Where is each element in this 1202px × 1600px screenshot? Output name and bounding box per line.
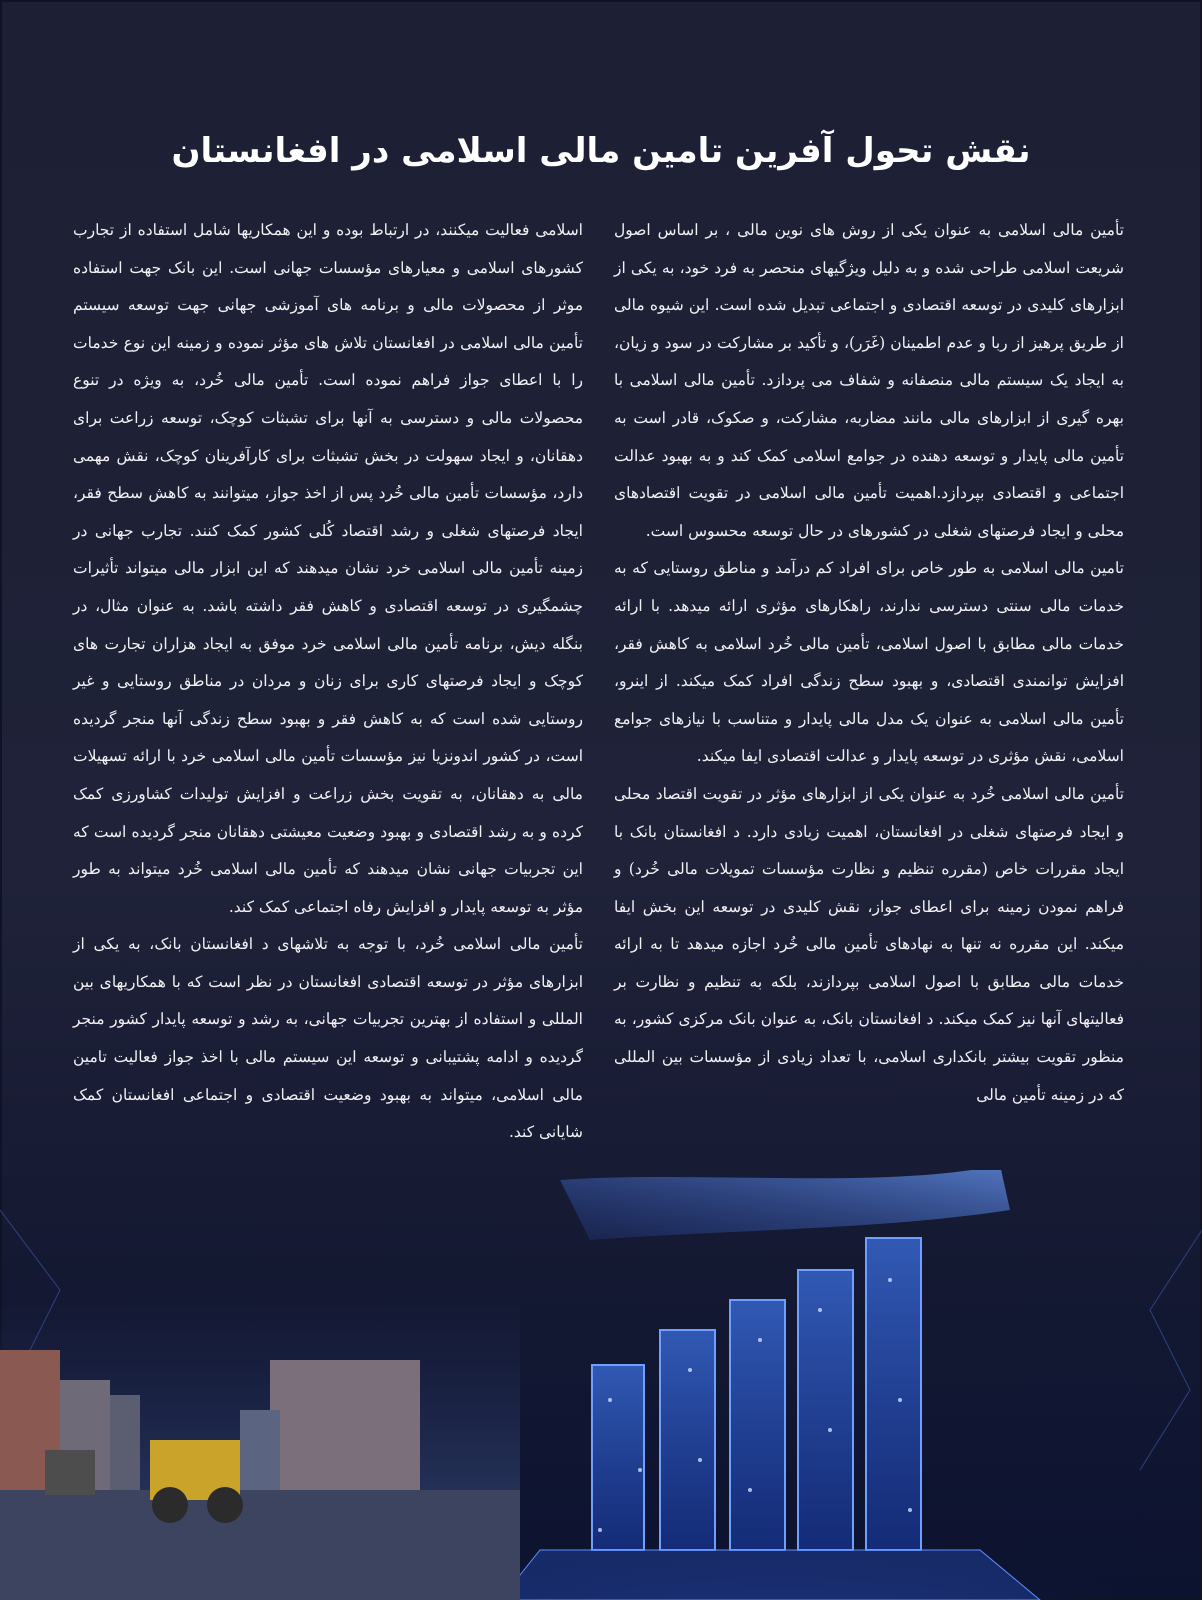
paragraph: تامین مالی اسلامی به طور خاص برای افراد کم درآمد و مناطق روستایی که به خدمات مالی سنتی دسترسی ندارند، راهکارهای مؤثری ارائه میدهد. با ارائه خدمات مالی مطابق با اصول اسلامی، تأمین مالی خُرد اسلامی به کاهش فقر، افزایش توانمندی اقتصادی، و بهبود سطح زندگی افراد کمک میکند. از اینرو، تأمین مالی اسلامی به عنوان یک مدل مالی پایدار و متناسب با نیازهای جوامع اسلامی، نقش مؤثری در توسعه پایدار و عدالت اقتصادی ایفا میکند. <box>614 559 1124 766</box>
paragraph: تأمین مالی اسلامی خُرد، با توجه به تلاشهای د افغانستان بانک، به یکی از ابزارهای مؤثر در توسعه اقتصادی افغانستان در نظر است که با همکاریهای بین المللی و استفاده از بهترین تجربیات جهانی، به رشد و توسعه پایدار کشور منجر گردیده و ادامه پشتیبانی و توسعه این سیستم مالی با اخذ جواز فعالیت تامین مالی اسلامی، میتواند به بهبود وضعیت اقتصادی و اجتماعی افغانستان کمک شایانی کند. <box>73 935 583 1142</box>
paragraph: اسلامی فعالیت میکنند، در ارتباط بوده و این همکاریها شامل استفاده از تجارب کشورهای اسلامی و معیارهای مؤسسات جهانی است. این بانک جهت استفاده موثر از محصولات مالی و برنامه های آموزشی جهانی جهت توسعه سیستم تأمین مالی اسلامی در افغانستان تلاش های مؤثر نموده و زمینه این نوع خدمات را با اعطای جواز فراهم نموده است. تأمین مالی خُرد، به ویژه در تنوع محصولات مالی و دسترسی به آنها برای تشبثات کوچک، توسعه زراعت برای دهقانان، و ایجاد سهولت در بخش تشبثات برای کارآفرینان کوچک، نقش مهمی دارد، مؤسسات تأمین مالی خُرد پس از اخذ جواز، میتوانند به کاهش سطح فقر، ایجاد فرصتهای شغلی و رشد اقتصاد کُلی کشور کمک کنند. تجارب جهانی در زمینه تأمین مالی اسلامی خرد نشان میدهند که این ابزار مالی میتواند تأثیرات چشمگیری در توسعه اقتصادی و کاهش فقر داشته باشد. به عنوان مثال، در بنگله دیش، برنامه تأمین مالی اسلامی خرد موفق به ایجاد هزاران تجارت های کوچک و ایجاد فرصتهای کاری برای زنان و مردان در مناطق روستایی و غیر روستایی شده است که به کاهش فقر و بهبود سطح زندگی آنها منجر گردیده است، در کشور اندونزیا نیز مؤسسات تأمین مالی اسلامی خرد با ارائه تسهیلات مالی به دهقانان، به تقویت بخش زراعت و افزایش تولیدات کشاورزی کمک کرده و به رشد اقتصادی و بهبود وضعیت معیشتی دهقانان منجر گردیده است که این تجربیات جهانی نشان میدهند که تأمین مالی اسلامی خُرد میتواند به طور مؤثر به توسعه پایدار و افزایش رفاه اجتماعی کمک کند. <box>73 221 583 916</box>
paragraph: تأمین مالی اسلامی خُرد به عنوان یکی از ابزارهای مؤثر در تقویت اقتصاد محلی و ایجاد فرصتهای شغلی در افغانستان، اهمیت زیادی دارد. د افغانستان بانک با ایجاد مقررات خاص (مقرره تنظیم و نظارت مؤسسات تمویلات مالی خُرد) و فراهم نمودن زمینه برای اعطای جواز، نقش کلیدی در توسعه این بخش ایفا میکند. این مقرره نه تنها به نهادهای تأمین مالی خُرد اجازه میدهد تا به ارائه خدمات مالی مطابق با اصول اسلامی بپردازند، بلکه به تنظیم و نظارت بر فعالیتهای آنها نیز کمک میکند. د افغانستان بانک، به عنوان بانک مرکزی کشور، به منظور تقویت بیشتر بانکداری اسلامی، با تعداد زیادی از مؤسسات بین المللی که در زمینه تأمین مالی <box>614 784 1124 1104</box>
city-construction-photo <box>0 1300 520 1600</box>
paragraph: تأمین مالی اسلامی به عنوان یکی از روش های نوین مالی ، بر اساس اصول شریعت اسلامی طراحی شده و به دلیل ویژگیهای منحصر به فرد خود، به یکی از ابزارهای کلیدی در توسعه اقتصادی و اجتماعی تبدیل شده است. این شیوه مالی از طریق پرهیز از ربا و عدم اطمینان (غَرَر)، و تأکید بر مشارکت در سود و زیان، به ایجاد یک سیستم مالی منصفانه و شفاف می پردازد. تأمین مالی اسلامی با بهره گیری از ابزارهای مالی مانند مضاربه، مشارکت، و صکوک، قادر است به تأمین مالی پایدار و توسعه دهنده در جوامع اسلامی کمک کند و به بهبود عدالت اجتماعی و اقتصادی بپردازد.اهمیت تأمین مالی اسلامی در تقویت اقتصادهای محلی و ایجاد فرصتهای شغلی در کشورهای در حال توسعه محسوس است. <box>614 221 1124 540</box>
text-column-left <box>73 212 583 1152</box>
page-title: نقش تحول آفرین تامین مالی اسلامی در افغانستان <box>171 130 1031 171</box>
text-column-right <box>614 212 1124 1114</box>
